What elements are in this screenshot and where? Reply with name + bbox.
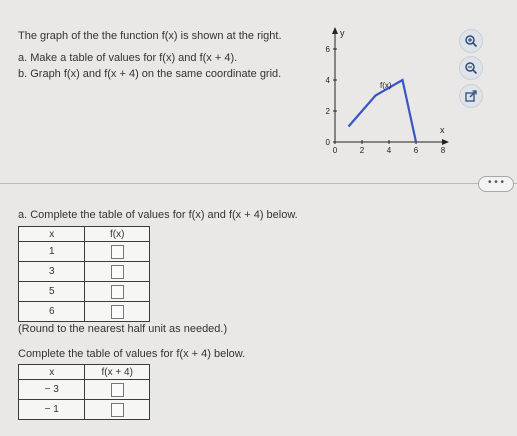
table-row — [19, 262, 150, 282]
table-row — [19, 302, 150, 322]
zoom-out-button[interactable] — [459, 56, 483, 80]
zoom-out-icon — [464, 61, 478, 75]
table2-header-fx4: f(x + 4) — [85, 365, 150, 380]
y-tick-label: 0 — [325, 138, 330, 147]
problem-intro: The graph of the the function f(x) is shown at the right. — [18, 30, 282, 42]
more-button[interactable]: • • • — [478, 176, 514, 192]
problem-part-b: b. Graph f(x) and f(x + 4) on the same coordinate grid. — [18, 68, 282, 80]
section-divider — [0, 183, 517, 184]
x-tick-label: 6 — [413, 146, 419, 155]
answer-input[interactable] — [111, 383, 124, 397]
x-axis-label: x — [440, 125, 445, 135]
x-tick-label: 0 — [332, 146, 338, 155]
x-tick-label: 4 — [386, 146, 392, 155]
table1-instruction: a. Complete the table of values for f(x) and f(x + 4) below. — [18, 209, 298, 221]
y-tick-label: 2 — [325, 107, 330, 116]
y-tick-label: 6 — [325, 45, 330, 54]
zoom-in-button[interactable] — [459, 29, 483, 53]
open-external-button[interactable] — [459, 84, 483, 108]
values-table-f — [18, 226, 150, 322]
curve-label: f(x) — [380, 81, 392, 90]
table2-instruction: Complete the table of values for f(x + 4) below. — [18, 348, 246, 360]
rounding-note: (Round to the nearest half unit as needed.) — [18, 323, 228, 335]
table-row — [19, 242, 150, 262]
y-axis-label: y — [340, 28, 345, 38]
answer-input[interactable] — [111, 265, 124, 279]
answer-input[interactable] — [111, 403, 124, 417]
table-row — [19, 380, 150, 400]
function-graph — [300, 22, 450, 157]
table1-x-cell: 1 — [19, 242, 85, 262]
table1-x-cell: 3 — [19, 262, 85, 282]
problem-part-a: a. Make a table of values for f(x) and f(x + 4). — [18, 52, 238, 64]
table2-x-cell: − 3 — [19, 380, 85, 400]
answer-input[interactable] — [111, 285, 124, 299]
open-external-icon — [464, 89, 478, 103]
answer-input[interactable] — [111, 305, 124, 319]
y-tick-label: 4 — [325, 76, 330, 85]
table-row — [19, 400, 150, 420]
table2-x-cell: − 1 — [19, 400, 85, 420]
answer-input[interactable] — [111, 245, 124, 259]
table1-x-cell: 5 — [19, 282, 85, 302]
table1-header-fx: f(x) — [85, 227, 150, 242]
table1-x-cell: 6 — [19, 302, 85, 322]
table1-header-x: x — [19, 227, 85, 242]
x-tick-label: 2 — [359, 146, 365, 155]
table2-header-x: x — [19, 365, 85, 380]
values-table-f-shift — [18, 364, 150, 420]
x-tick-label: 8 — [440, 146, 446, 155]
zoom-in-icon — [464, 34, 478, 48]
table-row — [19, 282, 150, 302]
